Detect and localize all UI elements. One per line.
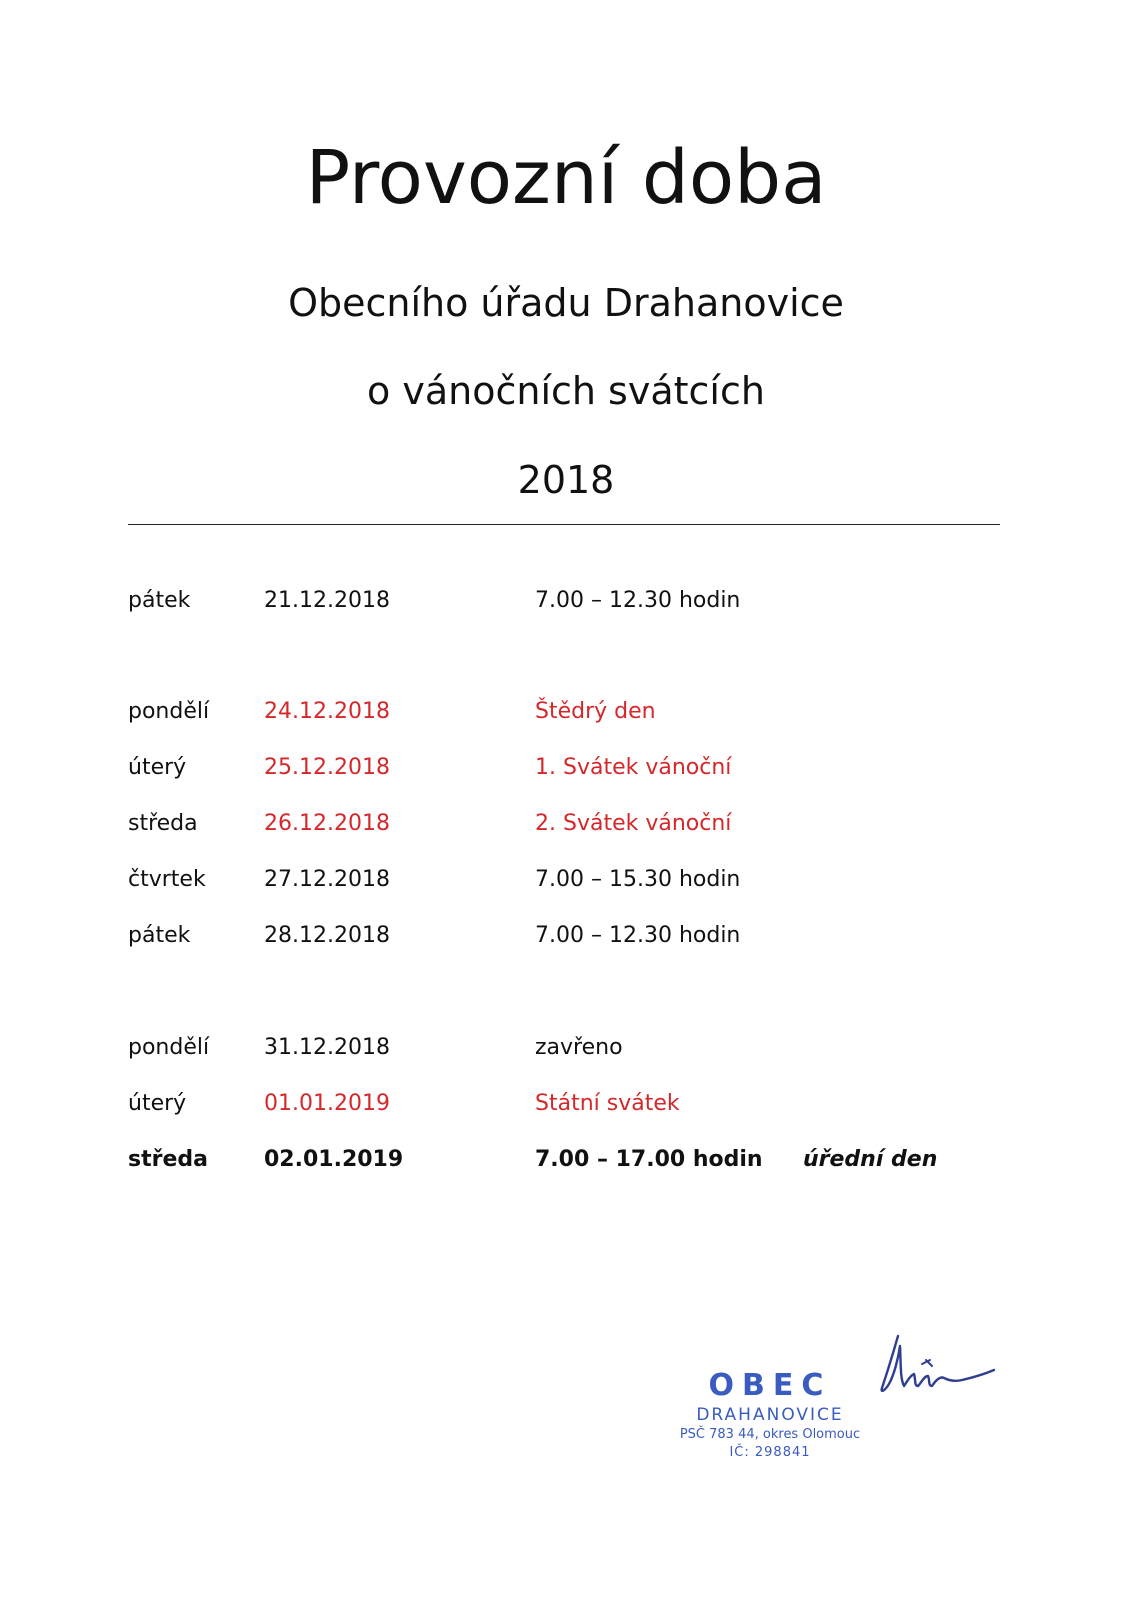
row-day: úterý (128, 755, 187, 780)
row-hours: 7.00 – 12.30 hodin (535, 923, 741, 948)
subtitle-office: Obecního úřadu Drahanovice (288, 281, 844, 325)
row-day: středa (128, 1147, 208, 1172)
row-date: 21.12.2018 (264, 588, 390, 613)
row-day: středa (128, 811, 198, 836)
schedule-row (0, 1030, 1132, 1066)
row-date: 25.12.2018 (264, 755, 390, 780)
schedule-row (0, 694, 1132, 730)
row-date: 31.12.2018 (264, 1035, 390, 1060)
row-day: pátek (128, 588, 191, 613)
row-hours: Státní svátek (535, 1091, 680, 1116)
schedule-row (0, 583, 1132, 619)
stamp-line-address: PSČ 783 44, okres Olomouc (679, 1427, 861, 1442)
stamp-line-obec: OBEC (708, 1368, 832, 1403)
page-title: Provozní doba (305, 135, 827, 221)
schedule-row (0, 862, 1132, 898)
row-note: úřední den (803, 1147, 938, 1172)
row-hours: zavřeno (535, 1035, 623, 1060)
row-hours: 7.00 – 17.00 hodin (535, 1147, 763, 1172)
schedule-row (0, 806, 1132, 842)
row-day: úterý (128, 1091, 187, 1116)
schedule-row-official-day (0, 1142, 1132, 1178)
row-hours: 2. Svátek vánoční (535, 811, 732, 836)
stamp-line-id: IČ: 298841 (729, 1445, 811, 1460)
divider-line (128, 524, 1000, 525)
row-date: 28.12.2018 (264, 923, 390, 948)
row-hours: 1. Svátek vánoční (535, 755, 732, 780)
row-day: pátek (128, 923, 191, 948)
subtitle-occasion: o vánočních svátcích (367, 369, 765, 413)
schedule-row (0, 750, 1132, 786)
schedule-row (0, 918, 1132, 954)
row-day: čtvrtek (128, 867, 206, 892)
row-day: pondělí (128, 699, 210, 724)
row-hours: Štědrý den (535, 699, 656, 724)
row-date: 01.01.2019 (264, 1091, 390, 1116)
schedule-row (0, 1086, 1132, 1122)
official-stamp (655, 1368, 885, 1462)
subtitle-year: 2018 (517, 458, 615, 502)
row-date: 02.01.2019 (264, 1147, 404, 1172)
stamp-line-village: DRAHANOVICE (696, 1405, 844, 1425)
row-date: 27.12.2018 (264, 867, 390, 892)
row-date: 26.12.2018 (264, 811, 390, 836)
row-day: pondělí (128, 1035, 210, 1060)
handwritten-signature (870, 1330, 1010, 1420)
row-hours: 7.00 – 15.30 hodin (535, 867, 741, 892)
row-date: 24.12.2018 (264, 699, 390, 724)
row-hours: 7.00 – 12.30 hodin (535, 588, 741, 613)
